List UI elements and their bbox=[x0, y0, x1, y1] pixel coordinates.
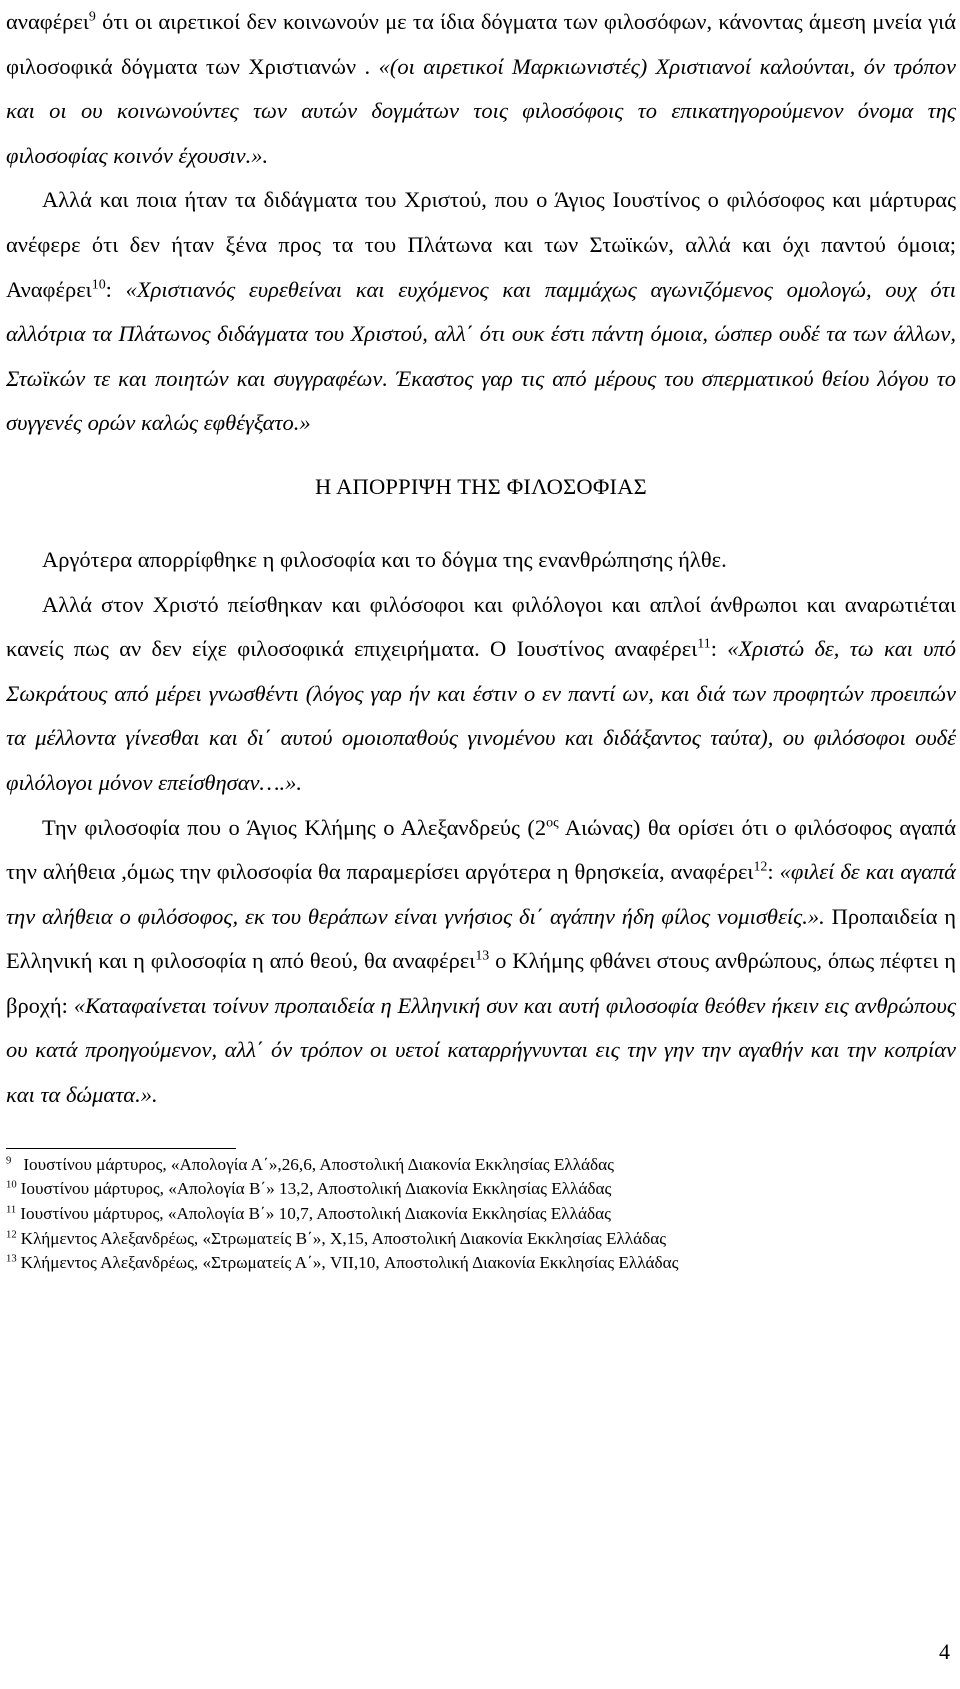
footnote-ref: 12 bbox=[753, 859, 768, 875]
text-segment: Αλλά στον Χριστό πείσθηκαν και φιλόσοφοι και φιλόλογοι και απλοί άνθρωποι και αναρωτιέται κανείς πως αν δεν είχε φιλοσοφικά επιχειρήματα. Ο Ιουστίνος αναφέρει bbox=[6, 591, 956, 662]
footnote-number: 12 bbox=[6, 1229, 17, 1241]
text-segment: : bbox=[105, 276, 126, 302]
footnote-item bbox=[6, 1251, 956, 1276]
text-segment: Αργότερα απορρίφθηκε η φιλοσοφία και το δόγμα της ενανθρώπησης ήλθε. bbox=[42, 546, 727, 572]
paragraph-p2 bbox=[6, 178, 956, 446]
text-segment: : bbox=[710, 636, 728, 662]
footnote-text: Ιουστίνου μάρτυρος, «Απολογία Β΄» 10,7, Αποστολική Διακονία Εκκλησίας Ελλάδας bbox=[20, 1204, 611, 1224]
footnote-ref: 11 bbox=[697, 636, 711, 652]
quotation-text: «Χριστιανός ευρεθείναι και ευχόμενος και παμμάχως αγωνιζόμενος ομολογώ, ουχ ότι αλλότρια τα Πλάτωνος διδάγματα του Χριστού, αλλ΄ ότι ουκ έστι πάντη όμοια, ώσπερ ουδέ τα των άλλων, Στωϊκών τε και ποιητών και συγγραφέων. Έκαστος γαρ τις από μέρους του σπερματικού θείου λόγου το συγγενές ορών καλώς εφθέγξατο.» bbox=[6, 276, 956, 436]
footnote-ref: 10 bbox=[91, 277, 106, 293]
quotation-text: «φιλεί δε και αγαπά την αλήθεια ο φιλόσοφος, εκ του θεράπων είναι γνήσιος δι΄ αγάπην ήδη φίλος νομισθείς.». bbox=[6, 859, 956, 929]
body-text-top bbox=[6, 0, 956, 446]
paragraph-p1 bbox=[6, 0, 956, 178]
paragraph-p4 bbox=[6, 583, 956, 806]
footnote-number: 9 bbox=[6, 1154, 12, 1166]
section-heading: Η ΑΠΟΡΡΙΨΗ ΤΗΣ ΦΙΛΟΣΟΦΙΑΣ bbox=[315, 473, 647, 499]
footnote-text: Ιουστίνου μάρτυρος, «Απολογία Β΄» 13,2, Αποστολική Διακονία Εκκλησίας Ελλάδας bbox=[20, 1179, 612, 1199]
footnote-item bbox=[6, 1227, 956, 1252]
text-segment: ότι οι αιρετικοί δεν κοινωνούν με τα ίδια δόγματα των φιλοσόφων, κάνοντας άμεση μνεία γιά φιλοσοφικά δόγματα των Χριστιανών . bbox=[6, 9, 956, 79]
text-segment: ο Κλήμης φθάνει στους ανθρώπους, όπως πέφτει η βροχή: bbox=[6, 948, 956, 1018]
text-segment: : bbox=[767, 859, 780, 885]
footnote-item bbox=[6, 1202, 956, 1227]
paragraph-p5 bbox=[6, 806, 956, 1118]
document-page bbox=[6, 0, 956, 1276]
quotation-text: «Χριστώ δε, τω και υπό Σωκράτους από μέρει γνωσθέντι (λόγος γαρ ήν και έστιν ο εν παντί ων, και διά των προφητών προειπών τα μέλλοντα γίνεσθαι και δι΄ αυτού ομοιοπαθούς γινομένου και διδάξαντος ταύτα), ου φιλόσοφοι ουδέ φιλόλογοι μόνον επείσθησαν….». bbox=[6, 636, 956, 795]
text-segment: Την φιλοσοφία που ο Άγιος Κλήμης ο Αλεξανδρεύς (2 bbox=[42, 814, 547, 840]
footnote-item bbox=[6, 1177, 956, 1202]
footnote-ref: 13 bbox=[475, 948, 490, 964]
footnote-text: Κλήμεντος Αλεξανδρέως, «Στρωματείς Α΄», VII,10, Αποστολική Διακονία Εκκλησίας Ελλάδας bbox=[20, 1253, 679, 1273]
footnote-separator bbox=[6, 1148, 236, 1149]
footnote-text: Ιουστίνου μάρτυρος, «Απολογία Α΄»,26,6, Αποστολική Διακονία Εκκλησίας Ελλάδας bbox=[23, 1154, 614, 1174]
text-segment: Αλλά και ποια ήταν τα διδάγματα του Χριστού, που ο Άγιος Ιουστίνος ο φιλόσοφος και μάρτυρας ανέφερε ότι δεν ήταν ξένα προς τα του Πλάτωνα και των Στωϊκών, αλλά και όχι παντού όμοια; Αναφέρει bbox=[6, 187, 956, 302]
footnote-ref: 9 bbox=[88, 9, 96, 25]
quotation-text: «Καταφαίνεται τοίνυν προπαιδεία η Ελληνική συν και αυτή φιλοσοφία θεόθεν ήκειν εις ανθρώπους ου κατά προηγούμενον, αλλ΄ όν τρόπον οι υετοί καταρρήγνυνται εις την γην την αγαθήν και την κοπρίαν και τα δώματα.». bbox=[6, 992, 957, 1108]
body-text-bottom bbox=[6, 538, 956, 1118]
footnote-number: 10 bbox=[6, 1179, 17, 1191]
footnotes bbox=[6, 1153, 956, 1277]
footnote-number: 13 bbox=[6, 1253, 17, 1265]
footnote-text: Κλήμεντος Αλεξανδρέως, «Στρωματείς Β΄», Χ,15, Αποστολική Διακονία Εκκλησίας Ελλάδας bbox=[20, 1228, 667, 1248]
quotation-text: «(οι αιρετικοί Μαρκιωνιστές) Χριστιανοί καλούνται, όν τρόπον και οι ου κοινωνούντες των αυτών δογμάτων τοις φιλοσόφοις το επικατηγορούμενον όνομα της φιλοσοφίας κοινόν έχουσιν.». bbox=[6, 53, 956, 168]
footnote-number: 11 bbox=[6, 1204, 17, 1216]
footnote-ref: ος bbox=[546, 815, 559, 830]
page-number: 4 bbox=[939, 1639, 950, 1664]
text-segment: Προπαιδεία η Ελληνική και η φιλοσοφία η από θεού, θα αναφέρει bbox=[6, 903, 956, 974]
footnote-item bbox=[6, 1153, 956, 1178]
paragraph-p3 bbox=[6, 538, 956, 583]
text-segment: αναφέρει bbox=[6, 9, 89, 34]
text-segment: Αιώνας) θα ορίσει ότι ο φιλόσοφος αγαπά την αλήθεια ,όμως την φιλοσοφία θα παραμερίσει αργότερα η θρησκεία, αναφέρει bbox=[6, 814, 956, 885]
